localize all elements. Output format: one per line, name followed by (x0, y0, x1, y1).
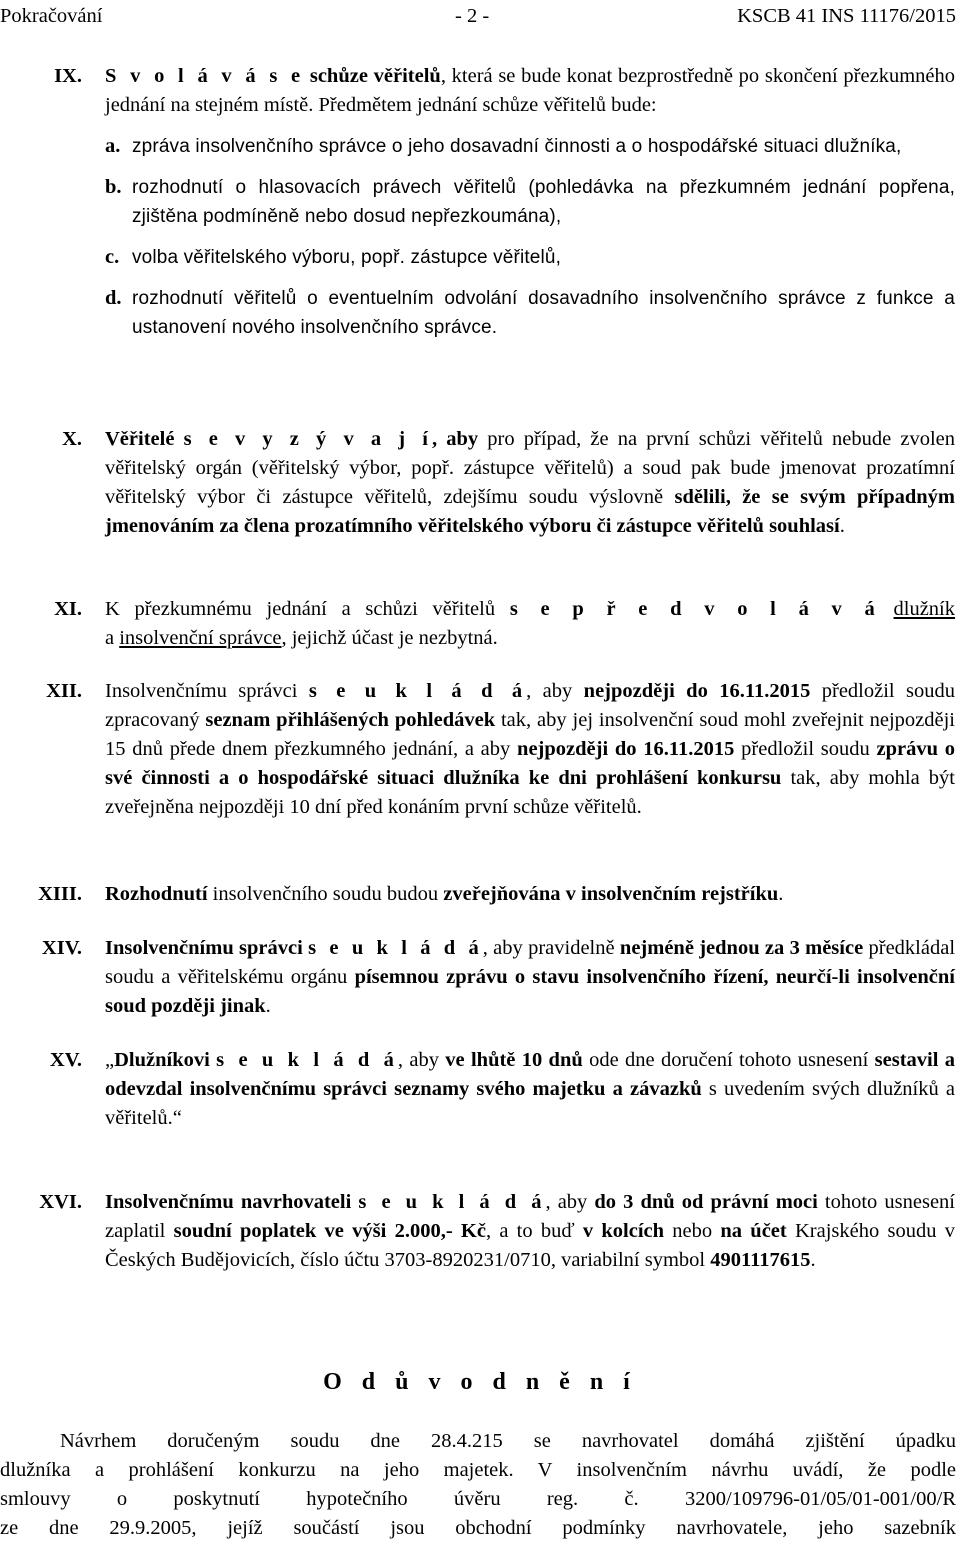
text: předložil soudu zpracovaný (105, 680, 955, 731)
bold-text: soudní poplatek ve výši 2.000,- Kč (173, 1220, 486, 1242)
section-body (105, 934, 955, 1021)
underlined-text: insolvenční správce (119, 627, 282, 649)
section-number: XIII. (38, 883, 82, 905)
bold-text: sdělili, že se svým případným jmenováním za člena prozatímního věřitelského výboru či zástupce věřitelů souhlasí (105, 486, 955, 537)
header-case-number: KSCB 41 INS 11176/2015 (737, 5, 956, 27)
list-letter: a. (105, 135, 121, 157)
section-body (105, 595, 955, 653)
section-number: XI. (54, 598, 82, 620)
text: , a to buď (485, 1220, 583, 1242)
text: předkládal soudu a věřitelskému orgánu (105, 937, 956, 988)
list-letter: c. (105, 246, 120, 268)
bold-text: ve lhůtě 10 dnů (445, 1049, 583, 1071)
text: , která se bude konat bezprostředně po skončení přezkumného jednání na stejném místě. Předmětem jednání schůze věřitelů bude: (105, 65, 955, 116)
list-item-b (105, 173, 955, 231)
section-lead (105, 62, 955, 120)
underlined-text: dlužník (893, 598, 956, 620)
bold-text: Dlužníkovi (114, 1049, 210, 1071)
reasoning-line: Návrhem doručeným soudu dne 28.4.215 se navrhovatel domáhá zjištění úpadku (60, 1430, 956, 1452)
section-number: XIV. (41, 937, 82, 959)
spaced-verb: s e u k l á d á (358, 1191, 546, 1213)
text: Krajského soudu v Českých Budějovicích, číslo účtu 3703-8920231/0710, variabilní symbol (105, 1220, 955, 1271)
text: , aby (397, 1049, 446, 1071)
bold-text: , aby (431, 428, 479, 450)
text: . (778, 883, 784, 905)
section-body (105, 1188, 955, 1275)
text: s uvedením svých dlužníků a věřitelů.“ (105, 1078, 955, 1129)
spaced-verb: s e u k l á d á (308, 680, 527, 702)
section-line (105, 624, 955, 653)
text: a (105, 627, 120, 649)
section-number: X. (62, 428, 82, 450)
text: předložil soudu (734, 738, 877, 760)
spaced-verb: s e u k l á d á (308, 937, 483, 959)
spaced-verb: s e p ř e d v o l á v á (509, 598, 879, 620)
section-number: XII. (46, 680, 82, 702)
bold-text: sestavil a odevzdal insolvenčnímu správci seznamy svého majetku a závazků (105, 1049, 955, 1100)
text: nebo (664, 1220, 721, 1242)
reasoning-title: O d ů v o d n ě n í (323, 1369, 637, 1395)
bold-text: zveřejňována v insolvenčním rejstříku (443, 883, 779, 905)
section-number: IX. (54, 65, 82, 87)
reasoning-paragraph (0, 1427, 956, 1543)
bold-text: schůze věřitelů (309, 65, 441, 87)
list-item-d (105, 284, 955, 342)
section-body (105, 880, 955, 909)
text: , jejichž účast je nezbytná. (281, 627, 498, 649)
list-text: rozhodnutí o hlasovacích právech věřitelů (pohledávka na přezkumném jednání popřena, zjištěna podmíněně nebo dosud nepřezkoumána), (132, 177, 955, 227)
text: tohoto usnesení zaplatil (105, 1191, 955, 1242)
header-page-number: - 2 - (455, 5, 490, 27)
text: . (810, 1249, 816, 1271)
spaced-verb: s e v y z ý v a j í (183, 428, 432, 450)
list-letter: b. (105, 176, 122, 198)
bold-text: Insolvenčnímu navrhovateli (105, 1191, 352, 1213)
bold-text: písemnou zprávu o stavu insolvenčního řízení, neurčí-li insolvenční soud později jinak (105, 966, 955, 1017)
bold-text: Insolvenčnímu správci (105, 937, 303, 959)
text: , aby (526, 680, 584, 702)
text: Insolvenčnímu správci (105, 680, 309, 702)
section-body (105, 1046, 955, 1133)
text: K přezkumnému jednání a schůzi věřitelů (105, 598, 496, 620)
text: pro případ, že na první schůzi věřitelů nebude zvolen věřitelský orgán (věřitelský výbor, popř. zástupce věřitelů) a soud pak bude jmenovat prozatímní věřitelský výbor či zástupce věřitelů, zdejšímu soudu výslovně (105, 428, 955, 508)
list-text: rozhodnutí věřitelů o eventuelním odvolání dosavadního insolvenčního správce z funkce a ustanovení nového insolvenčního správce. (132, 288, 955, 338)
reasoning-line: smlouvy o poskytnutí hypotečního úvěru reg. č. 3200/109796-01/05/01-001/00/R (0, 1488, 956, 1510)
bold-text: nejpozději do 16.11.2015 (517, 738, 735, 760)
reasoning-line: ze dne 29.9.2005, jejíž součástí jsou obchodní podmínky navrhovatele, jeho sazebník (0, 1517, 956, 1539)
text: . (839, 515, 845, 537)
page-header (0, 2, 960, 32)
text: ode dne doručení tohoto usnesení (582, 1049, 875, 1071)
text: „ (105, 1049, 115, 1071)
bold-text: do 3 dnů od právní moci (594, 1191, 818, 1213)
bold-text: Rozhodnutí (105, 883, 208, 905)
list-letter: d. (105, 287, 122, 309)
reasoning-line: dlužníka a prohlášení konkurzu na jeho majetek. V insolvenčním návrhu uvádí, že podle (0, 1459, 956, 1481)
bold-text: nejméně jednou za 3 měsíce (619, 937, 864, 959)
text: insolvenčního soudu budou (207, 883, 444, 905)
spaced-verb: S v o l á v á s e (105, 65, 305, 87)
text: . (265, 995, 271, 1017)
bold-text: 4901117615 (710, 1249, 811, 1271)
header-continuation: Pokračování (0, 5, 103, 27)
list-item-c (105, 243, 955, 272)
list-item-a (105, 132, 955, 161)
bold-text: v kolcích (582, 1220, 665, 1242)
section-body (105, 425, 955, 541)
text: tak, aby jej insolvenční soud mohl zveřejnit nejpozději 15 dnů přede dnem přezkumného jednání, a aby (105, 709, 955, 760)
text: , aby pravidelně (482, 937, 620, 959)
text: tak, aby mohla být zveřejněna nejpozději 10 dní před konáním první schůze věřitelů. (105, 767, 955, 818)
section-line (105, 595, 955, 624)
bold-text: nejpozději do 16.11.2015 (583, 680, 811, 702)
section-body (105, 62, 955, 342)
section-number: XV. (49, 1049, 82, 1071)
bold-text: na účet (720, 1220, 787, 1242)
bold-text: zprávu o své činnosti a o hospodářské situaci dlužníka ke dni prohlášení konkursu (105, 738, 956, 789)
list-text: volba věřitelského výboru, popř. zástupce věřitelů, (132, 247, 562, 268)
spaced-verb: s e u k l á d á (216, 1049, 398, 1071)
bold-text: seznam přihlášených pohledávek (205, 709, 496, 731)
section-body (105, 677, 955, 822)
text: , aby (545, 1191, 595, 1213)
section-number: XVI. (39, 1191, 82, 1213)
list-text: zpráva insolvenčního správce o jeho dosavadní činnosti a o hospodářské situaci dlužníka, (132, 136, 902, 157)
bold-text: Věřitelé (105, 428, 175, 450)
